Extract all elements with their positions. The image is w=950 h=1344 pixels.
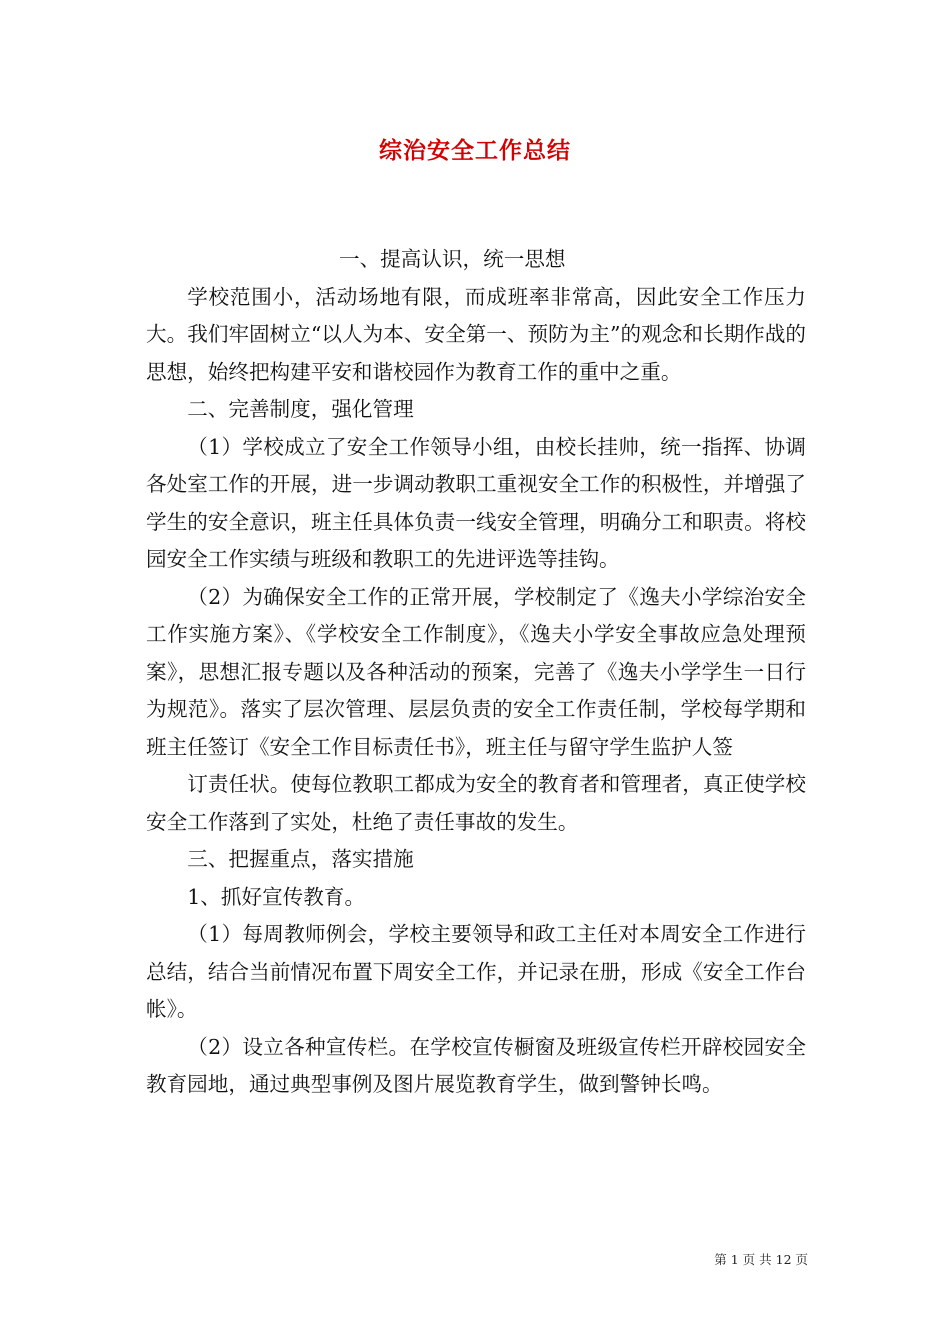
subsection-heading-1: 1、抓好宣传教育。: [187, 884, 366, 909]
document-title: 综治安全工作总结: [379, 138, 571, 164]
section-heading-2: 二、完善制度，强化管理: [187, 397, 414, 421]
paragraph-1: 学校范围小，活动场地有限，而成班率非常高，因此安全工作压力大。我们牢固树立“以人为本、安全第一、预防为主”的观念和长期作战的思想，始终把构建平安和谐校园作为教育工作的重中之重。: [146, 284, 806, 384]
section-heading-3: 三、把握重点，落实措施: [187, 847, 414, 871]
page-number-footer: 第 1 页 共 12 页: [714, 1252, 808, 1267]
paragraph-6: （2）设立各种宣传栏。在学校宣传橱窗及班级宣传栏开辟校园安全教育园地，通过典型事例及图片展览教育学生，做到警钟长鸣。: [146, 1034, 806, 1096]
paragraph-3: （2）为确保安全工作的正常开展，学校制定了《逸夫小学综治安全工作实施方案》、《学校安全工作制度》，《逸夫小学安全事故应急处理预案》，思想汇报专题以及各种活动的预案，完善了《逸夫小学学生一日行为规范》。落实了层次管理、层层负责的安全工作责任制，学校每学期和班主任签订《安全工作目标责任书》，班主任与留守学生监护人签: [146, 584, 806, 759]
document-body: [146, 241, 806, 1104]
section-heading-1: 一、提高认识，统一思想: [339, 247, 566, 271]
paragraph-2: （1）学校成立了安全工作领导小组，由校长挂帅，统一指挥、协调各处室工作的开展，进一步调动教职工重视安全工作的积极性，并增强了学生的安全意识，班主任具体负责一线安全管理，明确分工和职责。将校园安全工作实绩与班级和教职工的先进评选等挂钩。: [146, 434, 806, 571]
paragraph-4: 订责任状。使每位教职工都成为安全的教育者和管理者，真正使学校安全工作落到了实处，杜绝了责任事故的发生。: [146, 772, 806, 834]
paragraph-5: （1）每周教师例会，学校主要领导和政工主任对本周安全工作进行总结，结合当前情况布置下周安全工作，并记录在册，形成《安全工作台帐》。: [146, 922, 806, 1021]
